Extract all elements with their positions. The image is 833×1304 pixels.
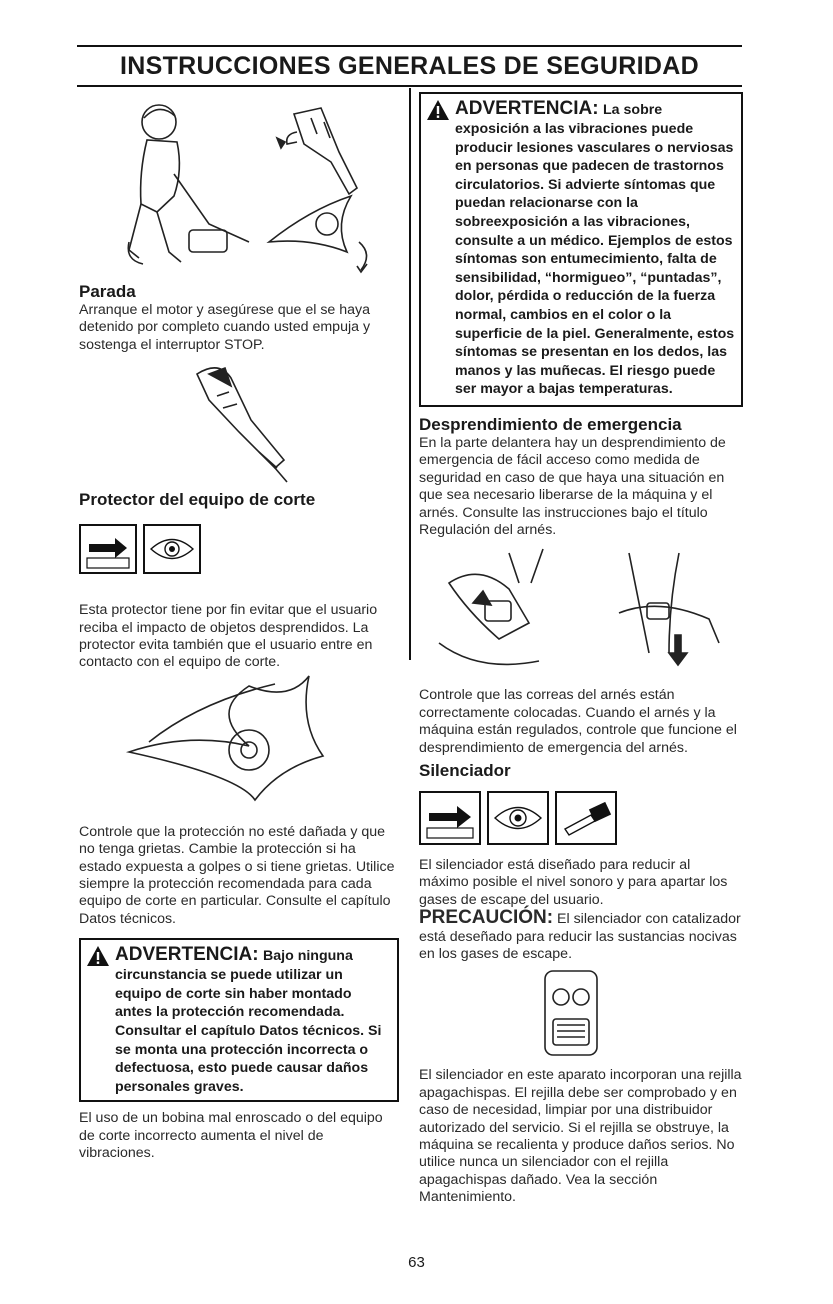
protector-text-2: Controle que la protección no esté dañada y que no tenga grietas. Cambie la protección si ha estado expuesta a golpes o si tiene grietas. Utilice siempre la protección recomendada para cada equipo de corte en particular. Consulte el capítulo Datos técnicos. [79, 823, 395, 927]
column-divider [409, 88, 411, 660]
cutting-blade-guard-illustration [79, 672, 379, 812]
trimmer-handle-illustration [79, 356, 379, 486]
protector-heading: Protector del equipo de corte [79, 490, 316, 510]
emergency-text-2: Controle que las correas del arnés están correctamente colocadas. Cuando el arnés y la máquina están regulados, controle que funcione el desprendimiento de emergencia del arnés. [419, 687, 737, 756]
title-rule-bottom [77, 85, 742, 87]
vibration-text: El uso de un bobina mal enroscado o del equipo de corte incorrecto aumenta el nivel de vibraciones. [79, 1110, 383, 1162]
protector-text-1: Esta protector tiene por fin evitar que el usuario reciba el impacto de objetos desprendidos. La protector evita también que el usuario entre en contacto con el equipo de corte. [79, 602, 378, 671]
parada-heading: Parada [79, 282, 136, 301]
caution-text: El silenciador con catalizador está deseñado para reducir las sustancias nocivas en los gases de escape. [419, 911, 741, 962]
silenciador-text-2: El silenciador en este aparato incorporan una rejilla apagachispas. El rejilla debe ser comprobado y en caso de necesidad, limpiar por una distribuidor autorizado del servicio. Si el rejilla se obstruye, la máquina se recalienta y produce daños serios. No utilice nunca un silenciador con el rejilla apagachispas dañado. Vea la sección Mantenimiento. [419, 1067, 742, 1206]
right-warning-text: La sobre exposición a las vibraciones puede producir lesiones vasculares o nerviosas en personas que padecen de trastornos circulatorios. Si advierte síntomas que puedan relacionarse con la sobreexposición a las vibraciones, consulte a un médico. Ejemplos de estos síntomas son entumecimiento, falta de sensibilidad, “hormigueo”, “puntadas”, dolor, pérdida o reducción de la fuerza normal, cambios en el color o la superficie de la piel. Generalmente, estos síntomas se presentan en los dedos, las manos y las muñecas. El riesgo puede ser mayor a bajas temperaturas. [455, 102, 735, 398]
brush-cleaning-icon [555, 791, 617, 845]
stop-procedure-illustration [99, 92, 399, 282]
left-warning-text: Bajo ninguna circunstancia se puede utilizar un equipo de corte sin haber montado antes la protección recomendada. Consultar el capítulo Datos técnicos. Si se monta una protección incorrecta o defectuosa, esto puede causar daños personales graves. [115, 948, 382, 1095]
caution-paragraph [419, 909, 743, 963]
left-warning-label: ADVERTENCIA: [115, 944, 259, 966]
warning-triangle-icon [86, 945, 110, 967]
right-warning-box [419, 92, 743, 407]
harness-release-illustration [419, 543, 739, 683]
page-number: 63 [408, 1254, 425, 1271]
silenciador-text-1: El silenciador está diseñado para reducir al máximo posible el nivel sonoro y para apartar los gases de escape del usuario. [419, 856, 728, 908]
emergency-text-1: En la parte delantera hay un desprendimiento de emergencia de fácil acceso como medida de seguridad en caso de que haya una situación en que sea necesario liberarse de la máquina y el arnés. Consulte las instrucciones bajo el título Regulación del arnés. [419, 434, 726, 538]
protector-icons [79, 524, 399, 574]
muffler-illustration [419, 963, 739, 1063]
title-rule-top [77, 45, 742, 47]
silenciador-icons [419, 791, 743, 845]
arrow-read-manual-icon [419, 791, 481, 845]
parada-text: Arranque el motor y asegúrese que el se haya detenido por completo cuando usted empuja y sostenga el interruptor STOP. [79, 302, 371, 353]
left-warning-box [79, 938, 399, 1102]
emergency-heading: Desprendimiento de emergencia [419, 414, 682, 434]
arrow-read-manual-icon [79, 524, 137, 574]
eye-protection-icon [143, 524, 201, 574]
right-warning-label: ADVERTENCIA: [455, 98, 599, 119]
caution-label: PRECAUCIÓN: [419, 907, 554, 929]
warning-triangle-icon [426, 99, 450, 121]
silenciador-heading: Silenciador [419, 760, 511, 780]
eye-protection-icon [487, 791, 549, 845]
left-column [79, 92, 399, 1163]
right-column [419, 92, 743, 1207]
page-title: INSTRUCCIONES GENERALES DE SEGURIDAD [120, 52, 699, 80]
